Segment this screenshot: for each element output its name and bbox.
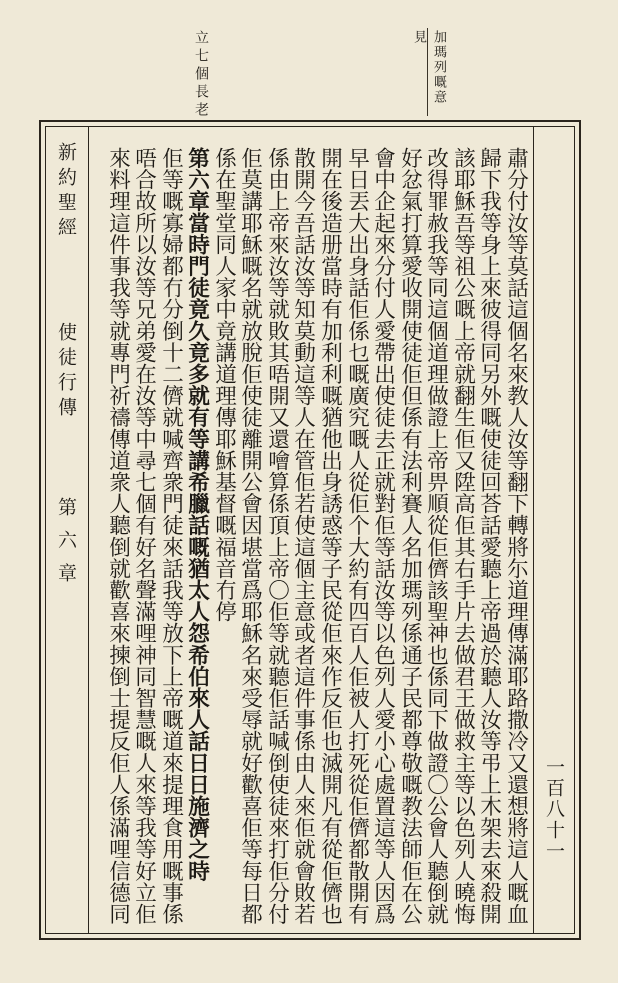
margin-note-continuation: 見 [411,30,426,45]
text-column: 早日丟大出身話佢係乜嘅廣究嘅人從佢个大約有四百人佢被人打死從佢儕都散開有 [344,147,370,925]
text-column: 唔合故所以汝等兄弟愛在汝等中尋七個有好名聲滿哩神同智慧嘅人來等我等好立佢 [131,147,157,925]
text-column: 散開今吾話汝等知莫動這等人在管佢若使這個主意或者這件事係由人來佢就會敗若 [290,147,316,925]
text-column: 係在聖堂同人家中竟講道理傳耶穌基督嘅福音冇停 [211,147,237,623]
text-column-chapter-start: 第六章當時門徒竟久竟多就有等講希臘話嘅猶太人怨希伯來人話日日施濟之時 [184,147,210,882]
text-column: 佢等嘅寡婦都冇分倒十二儕就喊齊衆門徒來話我等放下上帝嘅道來提理食用嘅事係 [158,147,184,925]
margin-note-rule [427,28,428,116]
text-column: 好忿氣打算愛收開使徒佢但係有法利賽人名加瑪列係通子民都尊敬嘅教法師佢在公 [397,147,423,925]
book-name: 使徒行傳 [55,322,77,422]
text-column: 會中企起來分付人愛帶出使徒去正就對佢等話汝等以色列人愛小心處置這等人因爲 [370,147,396,925]
chapter-label: 第六章 [55,497,77,596]
book-title: 新約聖經 [55,142,77,242]
page-number: 一百八十一 [543,757,565,862]
text-column: 來料理這件事我等就專門祈禱傳道衆人聽倒就歡喜來揀倒士提反佢人係滿哩信德同 [105,147,131,925]
text-column: 佢莫講耶穌嘅名就放脫佢使徒離開公會因堪當爲耶穌名來受辱就好歡喜佢等每日都 [237,147,263,925]
text-column: 開在後造册當時有加利利嘅猶他出身誘惑等子民從佢來作反佢也滅開凡有從佢儕也 [317,147,343,925]
text-column: 改得罪赦我等同這個道理做證上帝畀順從佢儕該聖神也係同下做證〇公會人聽倒就 [423,147,449,925]
text-column: 歸下我等身上來彼得同另外嘅使徒回荅話愛聽上帝過於聽人汝等弔上木架去來殺開 [476,147,502,925]
text-column: 肅分付汝等莫話這個名來教人汝等翻下轉將尓道理傳滿耶路撒冷又還想將這人嘅血 [503,147,529,925]
page-number-divider [533,126,534,934]
text-column: 係由上帝來汝等就敗其唔開又還噲算係頂上帝〇佢等就聽佢話喊倒使徒來打佢分付 [264,147,290,925]
margin-note: 加瑪列嘅意 [431,30,446,105]
text-column: 該耶穌吾等祖公嘅上帝就翻生佢又陞高佢其右手片去做君王做救主等以色列人曉悔 [450,147,476,925]
margin-note-heading: 立七個長老 [193,30,209,120]
running-head-divider [88,126,89,934]
